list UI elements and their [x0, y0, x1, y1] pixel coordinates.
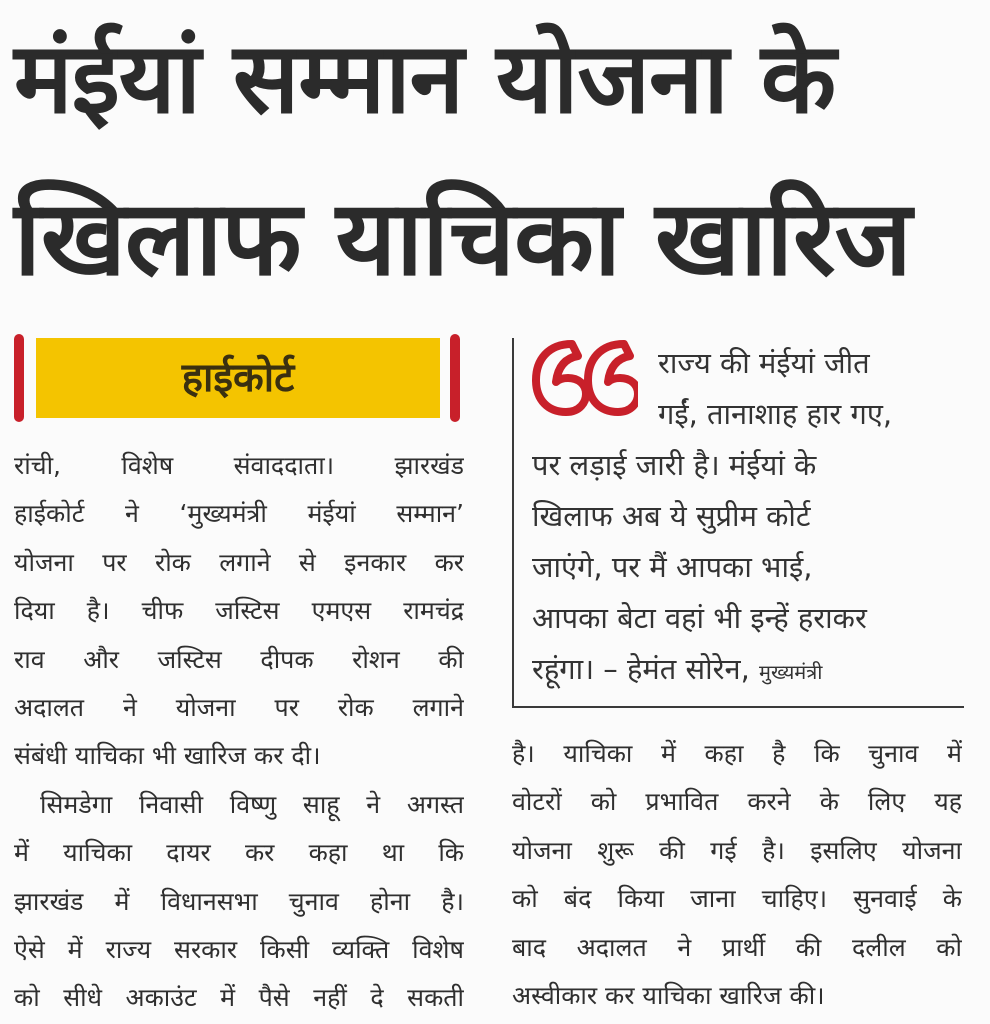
kicker-left-bar [14, 334, 24, 422]
kicker-right-bar [450, 334, 460, 422]
article-line: रांची, विशेष संवाददाता। झारखंड [14, 451, 464, 480]
article-line: है। याचिका में कहा है कि चुनाव में [512, 739, 962, 768]
quote-text [532, 338, 964, 698]
article-line: बाद अदालत ने प्रार्थी की दलील को [512, 932, 962, 962]
article-line: को बंद किया जाना चाहिए। सुनवाई के [512, 884, 962, 914]
article-line: को सीधे अकाउंट में पैसे नहीं दे सकती [14, 983, 464, 1013]
quote-border-left [512, 338, 514, 708]
quote-line: पर लड़ाई जारी है। मंईयां के [532, 448, 817, 482]
article-line: राव और जस्टिस दीपक रोशन की [14, 644, 464, 674]
article-column-left [14, 442, 464, 1023]
article-line: झारखंड में विधानसभा चुनाव होना है। [14, 886, 464, 916]
quote-attribution: रहूंगा। – हेमंत सोरेन, [532, 652, 750, 686]
article-line: में याचिका दायर कर कहा था कि [14, 838, 464, 868]
article-line: सिमडेगा निवासी विष्णु साहू ने अगस्त [40, 789, 464, 819]
headline-line-1: मंईयां सम्मान योजना के [14, 22, 836, 136]
quote-border-bottom [512, 706, 964, 708]
quote-line: आपका बेटा वहां भी इन्हें हराकर [532, 601, 867, 635]
article-column-right [512, 730, 962, 1020]
quote-role: मुख्यमंत्री [759, 660, 823, 684]
article-line: दिया है। चीफ जस्टिस एमएस रामचंद्र [14, 596, 464, 626]
article-line: ऐसे में राज्य सरकार किसी व्यक्ति विशेष [14, 935, 464, 965]
kicker-label: हाईकोर्ट [36, 338, 440, 418]
pull-quote [512, 338, 964, 710]
quote-line: राज्य की मंईयां जीत [658, 346, 870, 380]
quote-line: गईं, तानाशाह हार गए, [658, 397, 893, 431]
article-line: अस्वीकार कर याचिका खारिज की। [512, 981, 825, 1011]
article-line: योजना शुरू की गई है। इसलिए योजना [512, 835, 962, 865]
quote-line: खिलाफ अब ये सुप्रीम कोर्ट [532, 499, 811, 533]
article-line: योजना पर रोक लगाने से इनकार कर [14, 547, 464, 577]
section-kicker [14, 334, 462, 426]
headline-line-2: खिलाफ याचिका खारिज [14, 177, 911, 299]
article-line: संबंधी याचिका भी खारिज कर दी। [14, 741, 321, 771]
article-line: हाईकोर्ट ने ‘मुख्यमंत्री मंईयां सम्मान’ [14, 499, 464, 529]
article-line: वोटरों को प्रभावित करने के लिए यह [512, 787, 962, 817]
quote-attribution-line [532, 644, 964, 698]
quote-line: जाएंगे, पर मैं आपका भाई, [532, 550, 813, 584]
article-line: अदालत ने योजना पर रोक लगाने [14, 693, 464, 723]
